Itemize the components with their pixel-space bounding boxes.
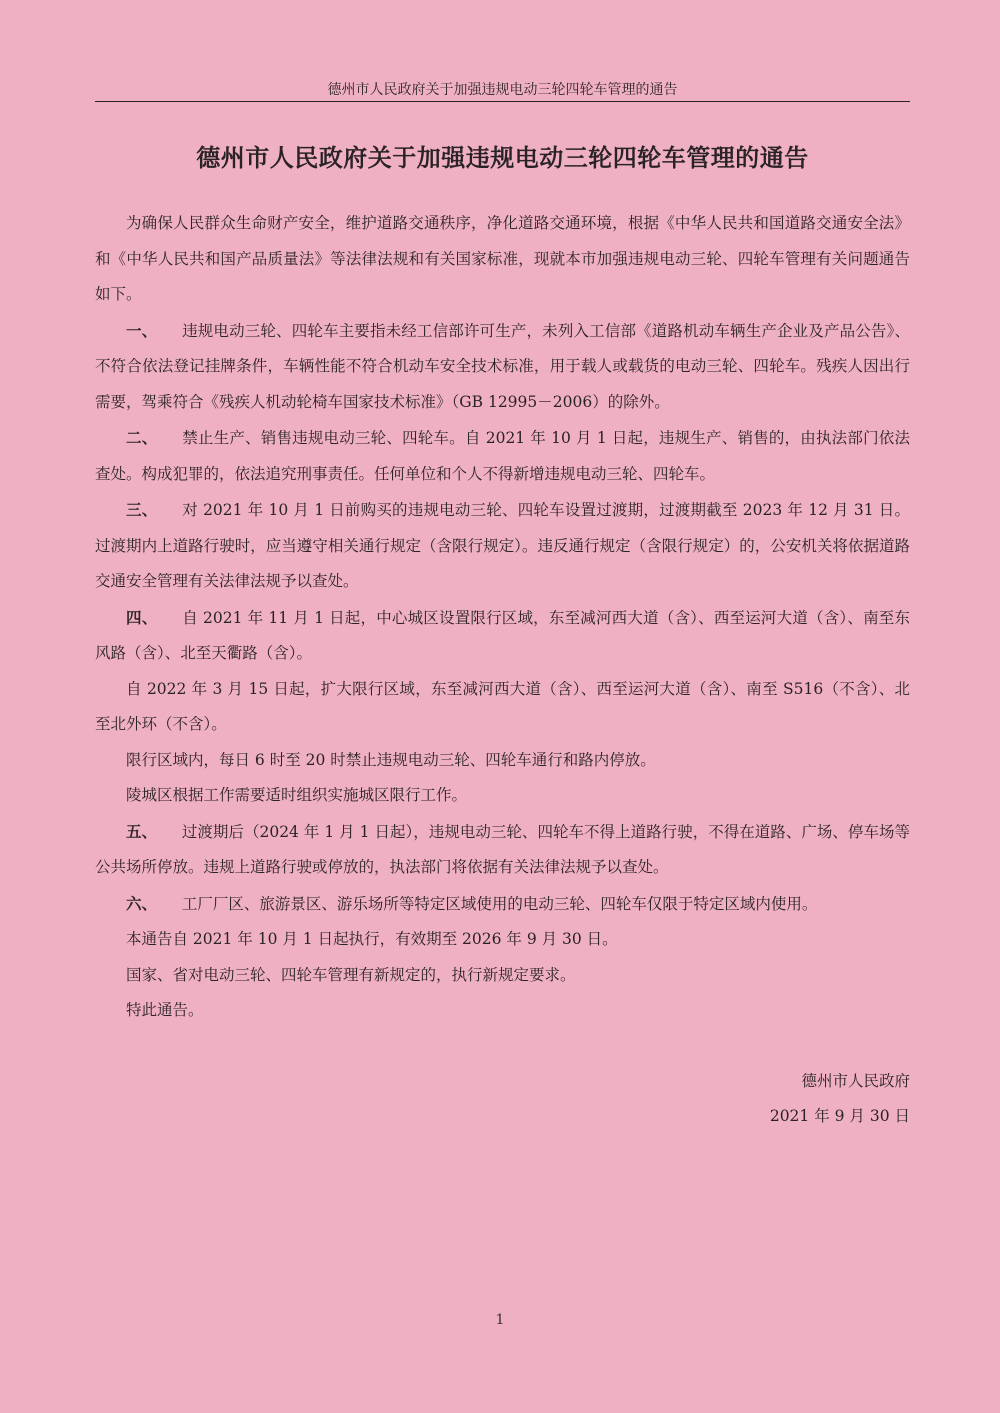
section-6-paragraph bbox=[95, 886, 910, 923]
section-text: 对 2021 年 10 月 1 日前购买的违规电动三轮、四轮车设置过渡期，过渡期截至 2023 年 12 月 31 日。过渡期内上道路行驶时，应当遵守相关通行规定（含限行规定）。违反通行规定（含限行规定）的，公安机关将依据道路交通安全管理有关法律法规予以查处。 bbox=[95, 501, 910, 590]
section-text: 工厂厂区、旅游景区、游乐场所等特定区域使用的电动三轮、四轮车仅限于特定区域内使用。 bbox=[181, 894, 818, 913]
document-body bbox=[95, 206, 910, 1029]
running-header: 德州市人民政府关于加强违规电动三轮四轮车管理的通告 bbox=[327, 82, 678, 98]
section-text: 违规电动三轮、四轮车主要指未经工信部许可生产，未列入工信部《道路机动车辆生产企业及产品公告》、不符合依法登记挂牌条件，车辆性能不符合机动车安全技术标准，用于载人或载货的电动三轮、四轮车。残疾人因出行需要，驾乘符合《残疾人机动轮椅车国家技术标准》（GB 12995－2006）的除外。 bbox=[95, 321, 910, 411]
effective-date-paragraph: 本通告自 2021 年 10 月 1 日起执行，有效期至 2026 年 9 月 30 日。 bbox=[126, 930, 618, 948]
section-number: 六、 bbox=[126, 893, 158, 913]
closing-paragraph: 特此通告。 bbox=[126, 1001, 204, 1019]
page-number: 1 bbox=[495, 1312, 505, 1328]
section-number: 二、 bbox=[126, 428, 158, 447]
section-2-paragraph bbox=[95, 420, 910, 492]
issue-date: 2021 年 9 月 30 日 bbox=[769, 1107, 910, 1125]
section-text: 禁止生产、销售违规电动三轮、四轮车。自 2021 年 10 月 1 日起，违规生产、销售的，由执法部门依法查处。构成犯罪的，依法追究刑事责任。任何单位和个人不得新增违规电动三轮、四轮车。 bbox=[95, 429, 910, 483]
header-rule bbox=[95, 101, 910, 102]
section-number: 五、 bbox=[126, 821, 158, 841]
section-4-hours-paragraph: 限行区域内，每日 6 时至 20 时禁止违规电动三轮、四轮车通行和路内停放。 bbox=[126, 750, 656, 769]
document-title: 德州市人民政府关于加强违规电动三轮四轮车管理的通告 bbox=[196, 143, 809, 172]
section-number: 一、 bbox=[126, 320, 158, 340]
section-text: 过渡期后（2024 年 1 月 1 日起），违规电动三轮、四轮车不得上道路行驶，不得在道路、广场、停车场等公共场所停放。违规上道路行驶或停放的，执法部门将依据有关法律法规予以查处。 bbox=[95, 822, 910, 876]
intro-paragraph: 为确保人民群众生命财产安全，维护道路交通秩序，净化道路交通环境，根据《中华人民共和国道路交通安全法》和《中华人民共和国产品质量法》等法律法规和有关国家标准，现就本市加强违规电动三轮、四轮车管理有关问题通告如下。 bbox=[95, 214, 910, 303]
section-3-paragraph bbox=[95, 492, 910, 600]
issuer-name: 德州市人民政府 bbox=[801, 1072, 910, 1090]
signature-block bbox=[600, 1064, 910, 1134]
section-number: 三、 bbox=[126, 500, 158, 519]
section-text: 自 2021 年 11 月 1 日起，中心城区设置限行区域，东至减河西大道（含）、西至运河大道（含）、南至东风路（含）、北至天衢路（含）。 bbox=[95, 608, 910, 662]
section-1-paragraph bbox=[95, 313, 910, 421]
section-number: 四、 bbox=[126, 607, 158, 627]
section-4-paragraph bbox=[95, 600, 910, 672]
section-5-paragraph bbox=[95, 814, 910, 886]
section-4-expansion-paragraph: 自 2022 年 3 月 15 日起，扩大限行区域，东至减河西大道（含）、西至运河大道（含）、南至 S516（不含）、北至北外环（不含）。 bbox=[95, 679, 910, 733]
new-rules-paragraph: 国家、省对电动三轮、四轮车管理有新规定的，执行新规定要求。 bbox=[126, 965, 576, 984]
section-4-lingcheng-paragraph: 陵城区根据工作需要适时组织实施城区限行工作。 bbox=[126, 786, 468, 804]
